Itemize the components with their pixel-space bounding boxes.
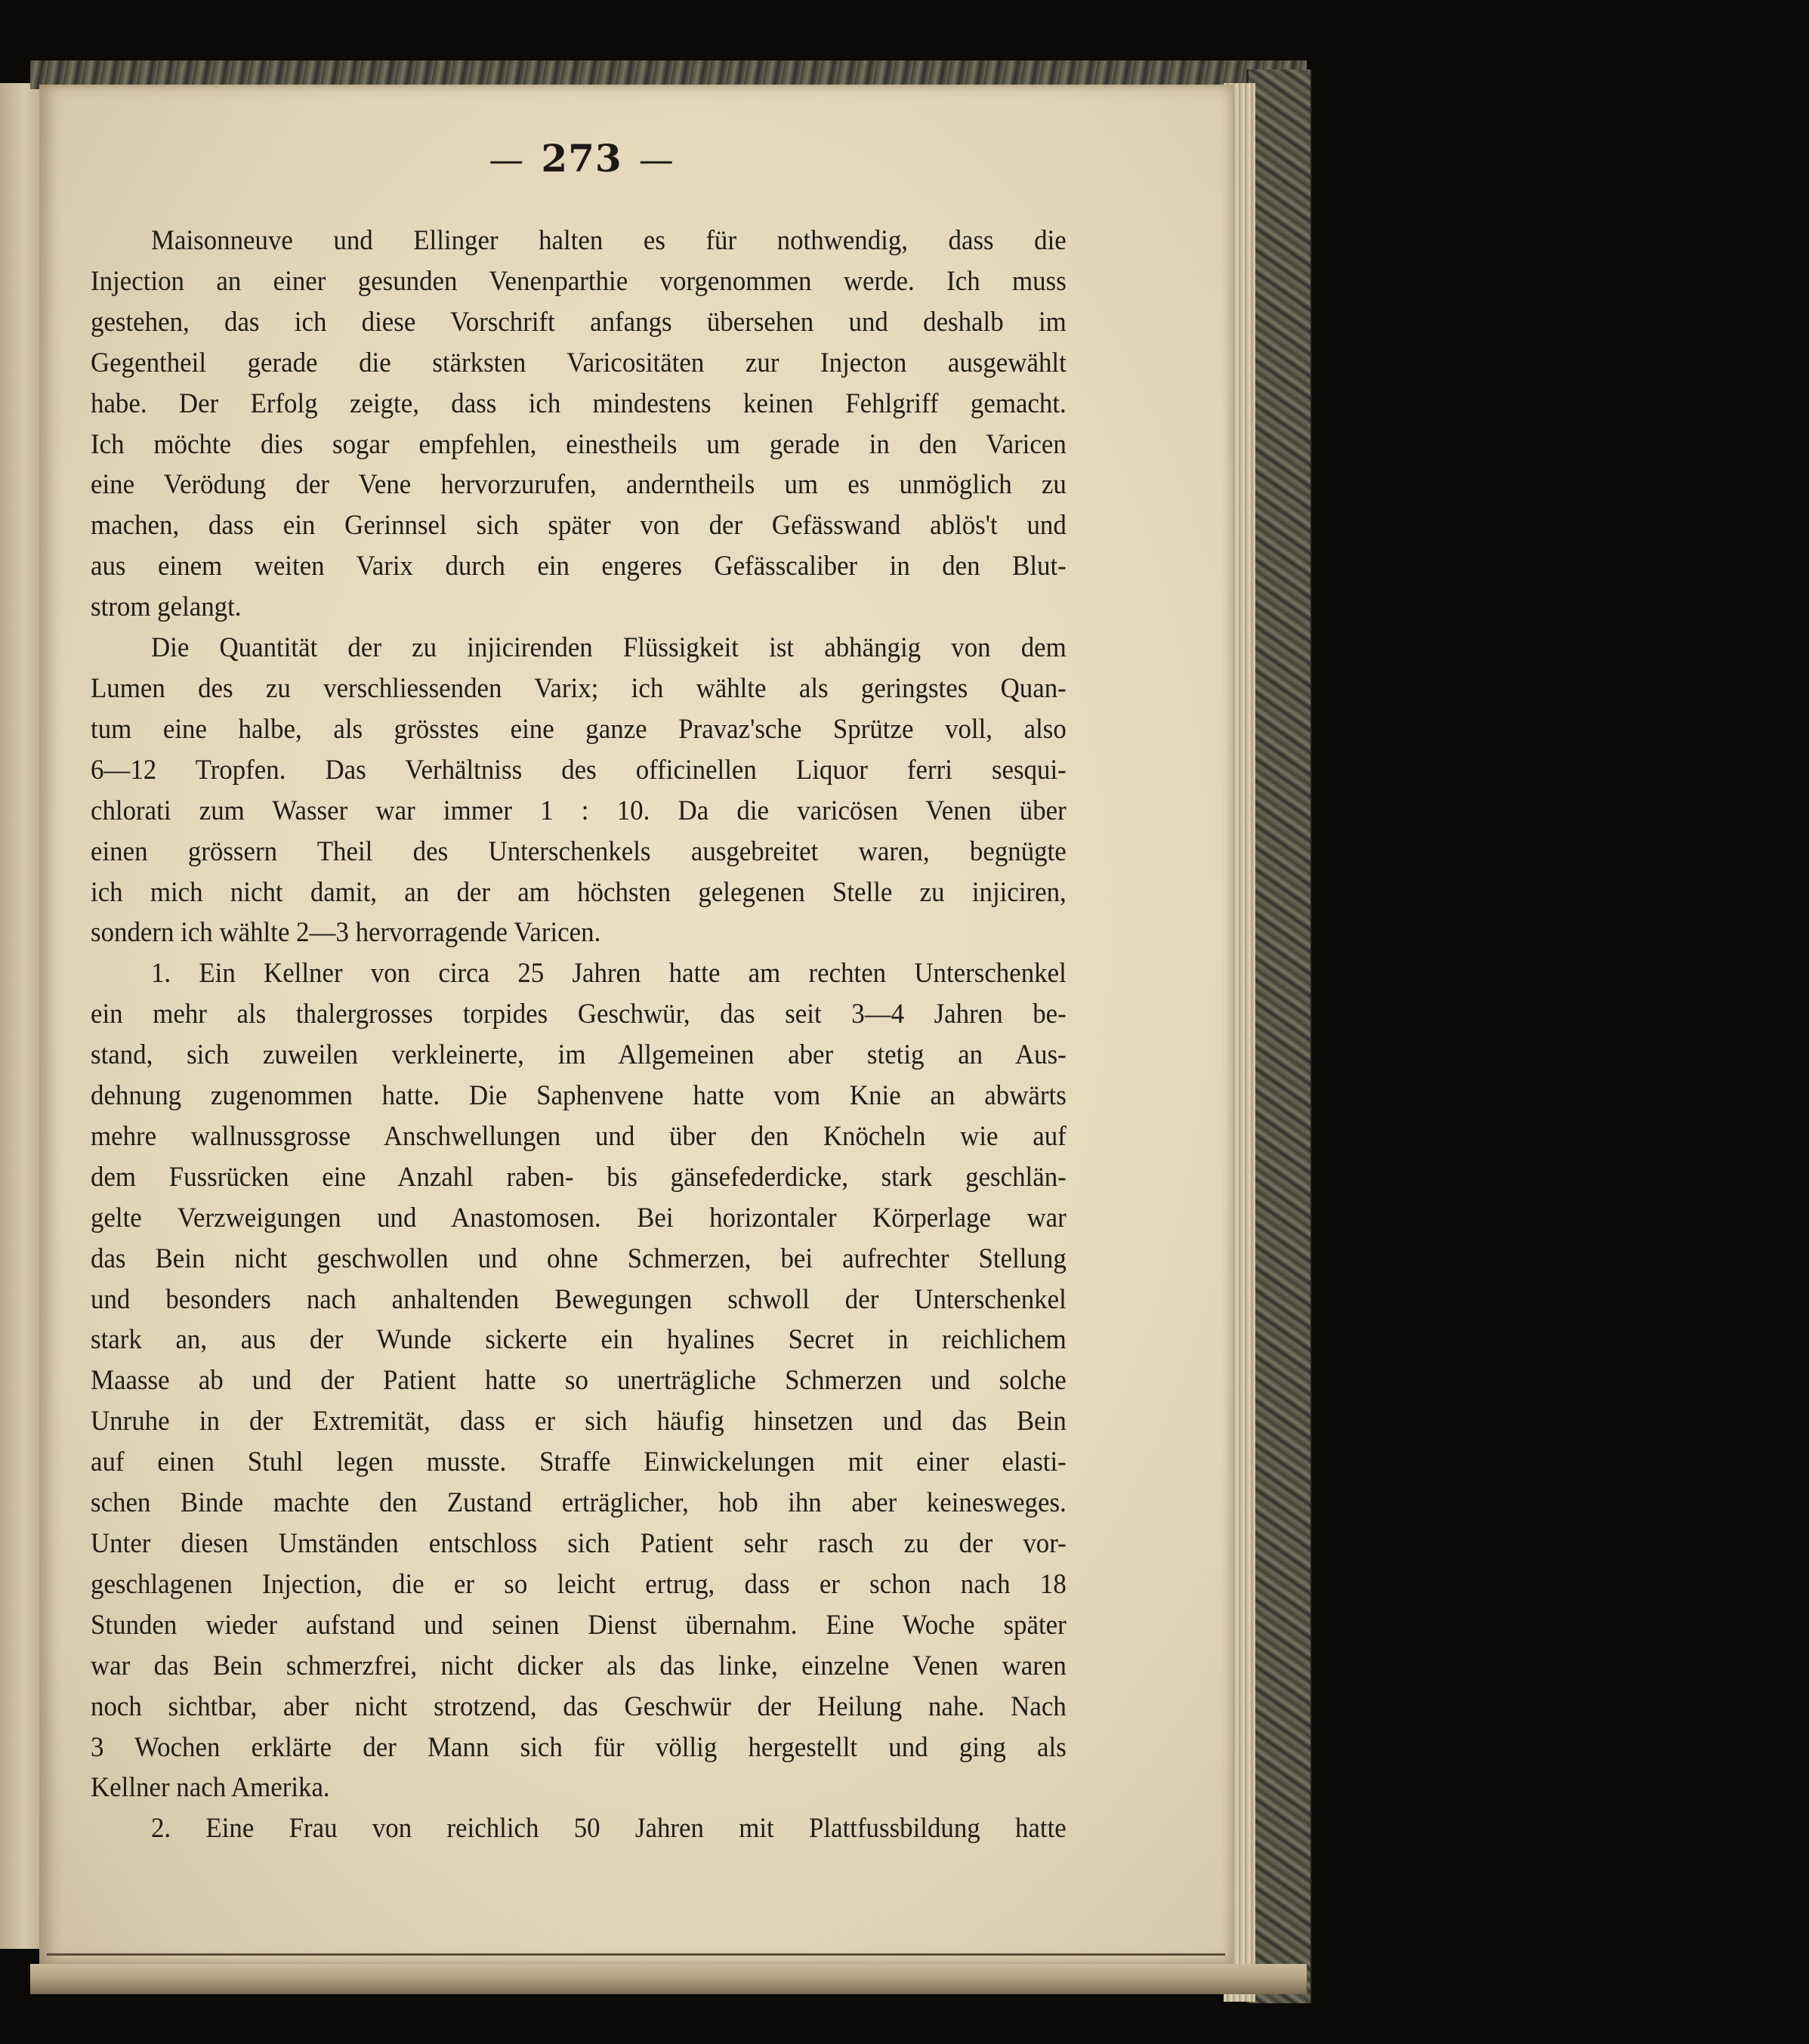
text-line: Kellner nach Amerika.	[91, 1772, 330, 1804]
text-line: schen Binde machte den Zustand erträglicher, hob ihn aber keinesweges.	[91, 1487, 1067, 1519]
text-line: Ich möchte dies sogar empfehlen, einestheils um gerade in den Varicen	[91, 428, 1067, 460]
text-line: 2. Eine Frau von reichlich 50 Jahren mit Plattfussbildung hatte	[150, 1813, 1067, 1845]
bottom-page-edge	[30, 1964, 1307, 1994]
text-line: tum eine halbe, als grösstes eine ganze Pravaz'sche Sprütze voll, also	[91, 713, 1067, 745]
text-line: habe. Der Erfolg zeigte, dass ich mindestens keinen Fehlgriff gemacht.	[91, 387, 1067, 419]
text-line: dehnung zugenommen hatte. Die Saphenvene hatte vom Knie an abwärts	[91, 1080, 1067, 1112]
text-line: gestehen, das ich diese Vorschrift anfangs übersehen und deshalb im	[91, 306, 1067, 338]
text-line: strom gelangt.	[91, 591, 242, 623]
page-number-value: 273	[541, 136, 622, 181]
text-line: Lumen des zu verschliessenden Varix; ich wählte als geringstes Quan-	[91, 672, 1067, 704]
text-line: auf einen Stuhl legen musste. Straffe Einwickelungen mit einer elasti-	[91, 1447, 1067, 1478]
text-line: mehre wallnussgrosse Anschwellungen und über den Knöcheln wie auf	[91, 1120, 1067, 1152]
text-line: ich mich nicht damit, an der am höchsten gelegenen Stelle zu injiciren,	[91, 876, 1067, 908]
text-line: 3 Wochen erklärte der Mann sich für völlig hergestellt und ging als	[91, 1731, 1067, 1763]
page-number-dash-right: —	[638, 139, 675, 180]
text-line: das Bein nicht geschwollen und ohne Schmerzen, bei aufrechter Stellung	[91, 1243, 1067, 1274]
text-line: eine Verödung der Vene hervorzurufen, anderntheils um es unmöglich zu	[91, 469, 1067, 501]
text-line: 1. Ein Kellner von circa 25 Jahren hatte am rechten Unterschenkel	[150, 958, 1067, 990]
text-line: sondern ich wählte 2—3 hervorragende Varicen.	[91, 917, 601, 949]
text-line: war das Bein schmerzfrei, nicht dicker als das linke, einzelne Venen waren	[91, 1650, 1067, 1681]
text-line: geschlagenen Injection, die er so leicht ertrug, dass er schon nach 18	[91, 1568, 1067, 1600]
text-line: Stunden wieder aufstand und seinen Dienst übernahm. Eine Woche später	[91, 1609, 1067, 1641]
text-line: aus einem weiten Varix durch ein engeres Gefässcaliber in den Blut-	[91, 551, 1067, 582]
marbled-book-cover	[1246, 69, 1312, 2003]
text-line: Maisonneuve und Ellinger halten es für nothwendig, dass die	[150, 225, 1067, 256]
previous-page-edge	[0, 83, 41, 1949]
text-line: 6—12 Tropfen. Das Verhältniss des officinellen Liquor ferri sesqui-	[91, 754, 1067, 786]
text-line: noch sichtbar, aber nicht strotzend, das Geschwür der Heilung nahe. Nach	[91, 1690, 1067, 1722]
page-number	[468, 136, 695, 181]
text-line: stark an, aus der Wunde sickerte ein hyalines Secret in reichlichem	[91, 1324, 1067, 1356]
bottom-rule	[47, 1953, 1225, 1956]
text-line: chlorati zum Wasser war immer 1 : 10. Da die varicösen Venen über	[91, 795, 1067, 826]
text-line: Injection an einer gesunden Venenparthie vorgenommen werde. Ich muss	[91, 265, 1067, 297]
text-line: Unter diesen Umständen entschloss sich Patient sehr rasch zu der vor-	[91, 1528, 1067, 1559]
page-number-dash-left: —	[489, 139, 525, 180]
text-line: Gegentheil gerade die stärksten Varicositäten zur Injecton ausgewählt	[91, 347, 1067, 378]
text-line: machen, dass ein Gerinnsel sich später von der Gefässwand ablös't und	[91, 510, 1067, 542]
text-line: und besonders nach anhaltenden Bewegungen schwoll der Unterschenkel	[91, 1283, 1067, 1315]
text-line: einen grössern Theil des Unterschenkels ausgebreitet waren, begnügte	[91, 835, 1067, 867]
text-line: gelte Verzweigungen und Anastomosen. Bei horizontaler Körperlage war	[91, 1202, 1067, 1234]
text-line: Maasse ab und der Patient hatte so unerträgliche Schmerzen und solche	[91, 1365, 1067, 1397]
text-line: Unruhe in der Extremität, dass er sich häufig hinsetzen und das Bein	[91, 1406, 1067, 1437]
text-line: dem Fussrücken eine Anzahl raben- bis gänsefederdicke, stark geschlän-	[91, 1161, 1067, 1193]
body-text	[91, 221, 1067, 1849]
text-line: Die Quantität der zu injicirenden Flüssigkeit ist abhängig von dem	[150, 632, 1067, 664]
text-line: ein mehr als thalergrosses torpides Geschwür, das seit 3—4 Jahren be-	[91, 999, 1067, 1030]
text-line: stand, sich zuweilen verkleinerte, im Allgemeinen aber stetig an Aus-	[91, 1039, 1067, 1071]
